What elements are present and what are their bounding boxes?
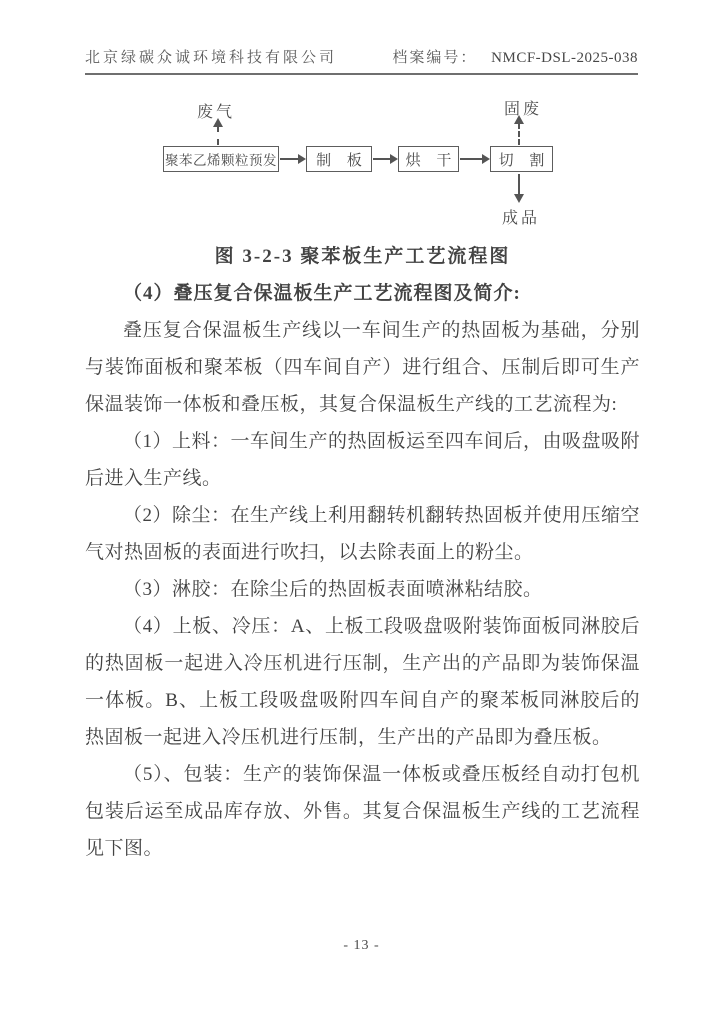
process-flowchart [0, 95, 723, 235]
paragraph: （4）上板、冷压：A、上板工段吸盘吸附装饰面板同淋胶后的热固板一起进入冷压机进行压制，生产出的产品即为装饰保温一体板。B、上板工段吸盘吸附四车间自产的聚苯板同淋胶后的热固板一起进入冷压机进行压制，生产出的产品即为叠压板。 [85, 616, 640, 748]
arrow-right-icon [390, 154, 398, 164]
dashed-line [518, 123, 520, 145]
flow-step-prefoaming: 聚苯乙烯颗粒预发 [163, 146, 279, 172]
solid-waste-label: 固废 [504, 101, 543, 118]
flow-connector [460, 158, 483, 160]
paragraph: （2）除尘：在生产线上利用翻转机翻转热固板并使用压缩空气对热固板的表面进行吹扫，以去除表面上的粉尘。 [85, 505, 641, 563]
company-name: 北京绿碳众诚环境科技有限公司 [85, 50, 338, 66]
document-body [85, 238, 640, 867]
flow-step-drying: 烘 干 [398, 146, 459, 172]
paragraph: （1）上料：一车间生产的热固板运至四车间后，由吸盘吸附后进入生产线。 [85, 431, 641, 489]
page-number: - 13 - [343, 938, 380, 953]
file-number [392, 46, 638, 67]
arrow-right-icon [298, 154, 306, 164]
arrow-right-icon [482, 154, 490, 164]
page-header [85, 46, 638, 75]
flow-connector [280, 158, 299, 160]
paragraph: 叠压复合保温板生产线以一车间生产的热固板为基础，分别与装饰面板和聚苯板（四车间自产）进行组合、压制后即可生产保温装饰一体板和叠压板，其复合保温板生产线的工艺流程为: [85, 320, 640, 415]
flow-step-board-making: 制 板 [306, 146, 372, 172]
file-number-value: NMCF-DSL-2025-038 [491, 50, 638, 66]
figure-caption: 图 3-2-3 聚苯板生产工艺流程图 [214, 246, 511, 267]
paragraph: （3）淋胶：在除尘后的热固板表面喷淋粘结胶。 [123, 579, 543, 600]
flow-connector [373, 158, 391, 160]
file-number-label: 档案编号： [392, 50, 478, 66]
paragraph: （5）、包装：生产的装饰保温一体板或叠压板经自动打包机包装后运至成品库存放、外售。其复合保温板生产线的工艺流程见下图。 [85, 764, 640, 859]
waste-gas-label: 废气 [197, 104, 236, 121]
section-heading: （4）叠压复合保温板生产工艺流程图及简介: [123, 283, 521, 304]
arrow-down-icon [514, 194, 524, 203]
product-label: 成品 [502, 210, 541, 227]
dashed-line [217, 126, 219, 145]
flow-connector [518, 174, 520, 196]
flow-step-cutting: 切 割 [490, 146, 553, 172]
